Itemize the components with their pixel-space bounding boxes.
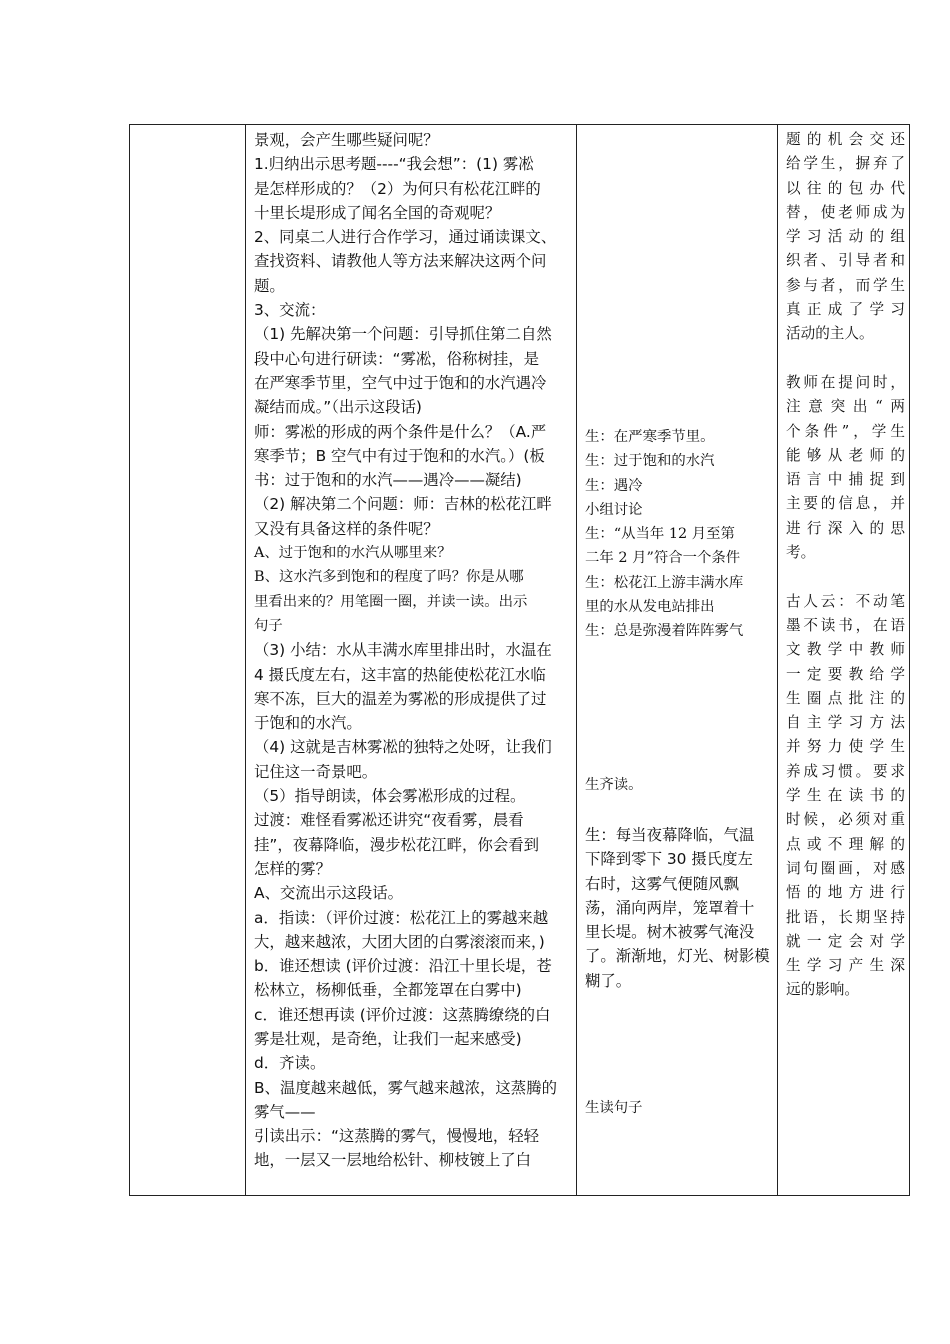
- teacher-text-line: 题。: [254, 276, 285, 295]
- teacher-text-line: 挂”，夜幕降临，漫步松花江畔，你会看到: [254, 835, 540, 854]
- teacher-activity-column: [246, 125, 577, 1196]
- teacher-text-line: 书：过于饱和的水汽——遇冷——凝结): [254, 471, 522, 490]
- teacher-text-line: 寒季节；B 空气中有过于饱和的水汽。）(板: [254, 446, 545, 465]
- note-text-line: 并努力使学生: [786, 738, 905, 756]
- student-text-line: 二年 2 月”符合一个条件: [585, 550, 741, 567]
- note-text-line: 进行深入的思: [786, 519, 905, 537]
- teacher-text-line: 雾是壮观，是奇绝，让我们一起来感受): [254, 1029, 522, 1048]
- note-text-line: 文教学中教师: [786, 641, 905, 659]
- teacher-text-line: （4) 这就是吉林雾凇的独特之处呀，让我们: [254, 738, 552, 757]
- design-notes-text: [778, 125, 909, 1003]
- table-row: [130, 125, 910, 1196]
- teacher-text-line: d．齐读。: [254, 1054, 326, 1073]
- student-text-line: 右时，这雾气便随风飘: [585, 874, 739, 893]
- teacher-text-line: 地，一层又一层地给松针、柳枝镀上了白: [254, 1151, 532, 1170]
- note-text-line: 就一定会对学: [786, 932, 905, 950]
- note-text-line: 点或不理解的: [786, 835, 905, 853]
- lesson-plan-table: [129, 124, 910, 1196]
- teacher-text-line: （5）指导朗读，体会雾凇形成的过程。: [254, 787, 526, 806]
- teacher-text-line: 段中心句进行研读：“雾凇，俗称树挂，是: [254, 349, 540, 368]
- teacher-text-line: B、这水汽多到饱和的程度了吗？你是从哪: [254, 569, 524, 586]
- note-text-line: 自主学习方法: [786, 714, 905, 732]
- teacher-text-line: 又没有具备这样的条件呢？: [254, 519, 439, 538]
- note-text-line: 个条件”，学生: [786, 422, 905, 440]
- teacher-text-line: （2) 解决第二个问题：师：吉林的松花江畔: [254, 495, 552, 514]
- teacher-text-line: c．谁还想再读 (评价过渡：这蒸腾缭绕的白: [254, 1005, 551, 1024]
- teacher-text-line: 景观，会产生哪些疑问呢？: [254, 131, 439, 149]
- note-text-line: 注意突出“两: [786, 398, 905, 416]
- note-text-line: 能够从老师的: [786, 446, 905, 464]
- left-blank-column: [130, 125, 246, 1196]
- student-text-line: 生：过于饱和的水汽: [585, 453, 715, 470]
- student-group-3: [585, 823, 770, 993]
- note-text-line: 养成习惯。要求: [786, 762, 905, 780]
- note-text-line: 词句圈画，对感: [786, 859, 905, 877]
- student-text-line: 下降到零下 30 摄氏度左: [585, 850, 753, 869]
- teacher-text-line: 寒不冻，巨大的温差为雾凇的形成提供了过: [254, 689, 547, 708]
- teacher-text-line: a．指读：（评价过渡：松花江上的雾越来越: [254, 908, 549, 927]
- teacher-text-line: 在严寒季节里，空气中过于饱和的水汽遇冷: [254, 373, 547, 392]
- note-text-line: 参与者，而学生: [786, 276, 905, 294]
- teacher-text-line: 松林立，杨柳低垂，全都笼罩在白雾中): [254, 981, 522, 1000]
- note-text-line: 一定要教给学: [786, 665, 905, 683]
- design-notes-column: [778, 125, 910, 1196]
- student-text-line: 生：总是弥漫着阵阵雾气: [585, 623, 744, 640]
- teacher-text-line: 雾气——: [254, 1102, 316, 1121]
- student-text-line: 小组讨论: [585, 501, 643, 518]
- teacher-text-line: （3) 小结：水从丰满水库里排出时，水温在: [254, 641, 552, 660]
- student-text-line: 生：“从当年 12 月至第: [585, 526, 735, 543]
- note-text-line: 教师在提问时，: [786, 373, 905, 391]
- teacher-text-line: 凝结而成。”（出示这段话): [254, 398, 422, 417]
- teacher-text-line: 句子: [254, 617, 283, 634]
- teacher-text-line: 引读出示：“这蒸腾的雾气，慢慢地，轻轻: [254, 1127, 540, 1146]
- note-text-line: 给学生，摒弃了: [786, 155, 905, 173]
- student-text-line: 了。渐渐地，灯光、树影模: [585, 947, 770, 966]
- student-text-line: 里长堤。树木被雾气淹没: [585, 923, 755, 942]
- note-text-line: 题的机会交还: [786, 131, 905, 148]
- note-text-line: 活动的主人。: [786, 325, 874, 343]
- teacher-text-line: 过渡：难怪看雾凇还讲究“夜看雾，晨看: [254, 811, 524, 830]
- student-text-line: 里的水从发电站排出: [585, 599, 715, 616]
- teacher-text-line: 师：雾凇的形成的两个条件是什么？（A.严: [254, 422, 547, 441]
- student-text-line: 生：遇冷: [585, 477, 643, 494]
- student-text-line: 糊了。: [585, 971, 632, 990]
- note-text-line: 生圈点批注的: [786, 689, 905, 707]
- teacher-text-line: 于饱和的水汽。: [254, 714, 362, 733]
- student-text-line: 生：每当夜幕降临，气温: [585, 826, 755, 844]
- student-group-2: [585, 773, 643, 797]
- teacher-text-line: b．谁还想读 (评价过渡：沿江十里长堤，苍: [254, 957, 552, 976]
- teacher-text-line: 怎样的雾？: [254, 859, 331, 878]
- note-text-line: 替，使老师成为: [786, 203, 905, 221]
- note-text-line: 织者、引导者和: [786, 252, 905, 270]
- teacher-text-line: 3、交流：: [254, 301, 326, 320]
- student-group-4: [585, 1096, 643, 1120]
- student-text-line: 生读句子: [585, 1100, 643, 1116]
- student-text-line: 生：在严寒季节里。: [585, 429, 715, 445]
- note-text-line: 学生在读书的: [786, 787, 905, 805]
- student-text-line: 生齐读。: [585, 777, 643, 793]
- note-text-line: 古人云：不动笔: [786, 592, 905, 610]
- student-activity-text: [577, 125, 777, 1195]
- paragraph-gap: [786, 565, 905, 589]
- note-text-line: 墨不读书，在语: [786, 616, 905, 634]
- teacher-text-line: A、交流出示这段话。: [254, 884, 404, 903]
- teacher-text-line: 1.归纳出示思考题----“我会想”：(1) 雾凇: [254, 155, 534, 174]
- note-text-line: 语言中捕捉到: [786, 471, 905, 489]
- student-text-line: 荡，涌向两岸，笼罩着十: [585, 898, 755, 917]
- note-text-line: 悟的地方进行: [786, 884, 905, 902]
- teacher-text-line: 大，越来越浓，大团大团的白雾滚滚而来，): [254, 932, 545, 951]
- teacher-text-line: A、过于饱和的水汽从哪里来？: [254, 545, 452, 562]
- teacher-text-line: 里看出来的？用笔圈一圈，并读一读。出示: [254, 593, 528, 610]
- teacher-text-line: 记住这一奇景吧。: [254, 762, 378, 781]
- teacher-text-line: 十里长堤形成了闻名全国的奇观呢？: [254, 203, 501, 222]
- note-text-line: 批语，长期坚持: [786, 908, 905, 926]
- student-group-1: [585, 425, 743, 644]
- note-text-line: 以往的包办代: [786, 179, 905, 197]
- student-activity-column: [577, 125, 778, 1196]
- note-text-line: 时候，必须对重: [786, 811, 905, 829]
- teacher-text-line: 查找资料、请教他人等方法来解决这两个问: [254, 252, 547, 271]
- note-text-line: 远的影响。: [786, 981, 859, 999]
- note-text-line: 主要的信息，并: [786, 495, 905, 513]
- teacher-text-line: 是怎样形成的？（2）为何只有松花江畔的: [254, 179, 541, 198]
- teacher-text-line: （1) 先解决第一个问题：引导抓住第二自然: [254, 325, 552, 344]
- note-text-line: 真正成了学习: [786, 301, 905, 319]
- teacher-activity-text: [246, 125, 576, 1173]
- teacher-text-line: 2、同桌二人进行合作学习，通过诵读课文、: [254, 228, 557, 247]
- teacher-text-line: 4 摄氏度左右，这丰富的热能使松花江水临: [254, 665, 546, 684]
- teacher-text-line: B、温度越来越低，雾气越来越浓，这蒸腾的: [254, 1078, 557, 1097]
- note-text-line: 生学习产生深: [786, 957, 905, 975]
- paragraph-gap: [786, 347, 905, 371]
- student-text-line: 生：松花江上游丰满水库: [585, 574, 744, 591]
- note-text-line: 考。: [786, 544, 816, 562]
- note-text-line: 学习活动的组: [786, 228, 905, 246]
